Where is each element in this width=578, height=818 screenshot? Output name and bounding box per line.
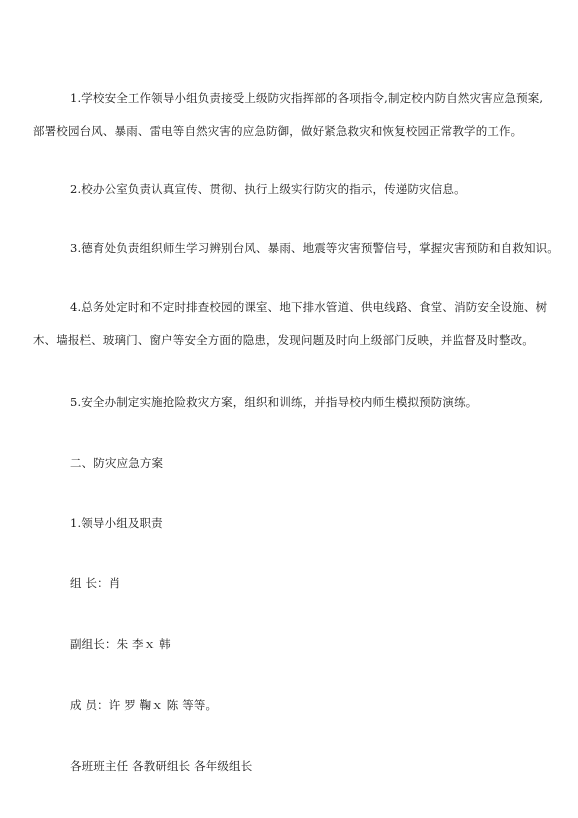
subsection-heading: 1.领导小组及职责 (70, 516, 163, 530)
paragraph-3: 3.德育处负责组织师生学习辨别台风、暴雨、地震等灾害预警信号，掌握灾害预防和自救知识。 (70, 241, 559, 255)
others-line: 各班班主任 各教研组长 各年级组长 (70, 759, 253, 773)
members-line: 成 员：许 罗 鞠ｘ 陈 等等。 (70, 698, 218, 712)
paragraph-1-line-2: 部署校园台风、暴雨、雷电等自然灾害的应急防御，做好紧急救灾和恢复校园正常教学的工作。 (33, 124, 523, 138)
paragraph-4-line-2: 木、墙报栏、玻璃门、窗户等安全方面的隐患，发现问题及时向上级部门反映，并监督及时整改。 (33, 333, 534, 347)
deputy-line: 副组长：朱 李ｘ 韩 (70, 637, 171, 651)
paragraph-4-line-1: 4.总务处定时和不定时排查校园的课室、地下排水管道、供电线路、食堂、消防安全设施、树 (70, 300, 548, 314)
section-heading: 二、防灾应急方案 (70, 456, 164, 470)
leader-line: 组 长：肖 (70, 576, 121, 590)
paragraph-1-line-1: 1.学校安全工作领导小组负责接受上级防灾指挥部的各项指令,制定校内防自然灾害应急预案, (70, 91, 544, 105)
paragraph-2: 2.校办公室负责认真宣传、贯彻、执行上级实行防灾的指示，传递防灾信息。 (70, 182, 466, 196)
paragraph-5: 5.安全办制定实施抢险救灾方案，组织和训练，并指导校内师生模拟预防演练。 (70, 395, 478, 409)
